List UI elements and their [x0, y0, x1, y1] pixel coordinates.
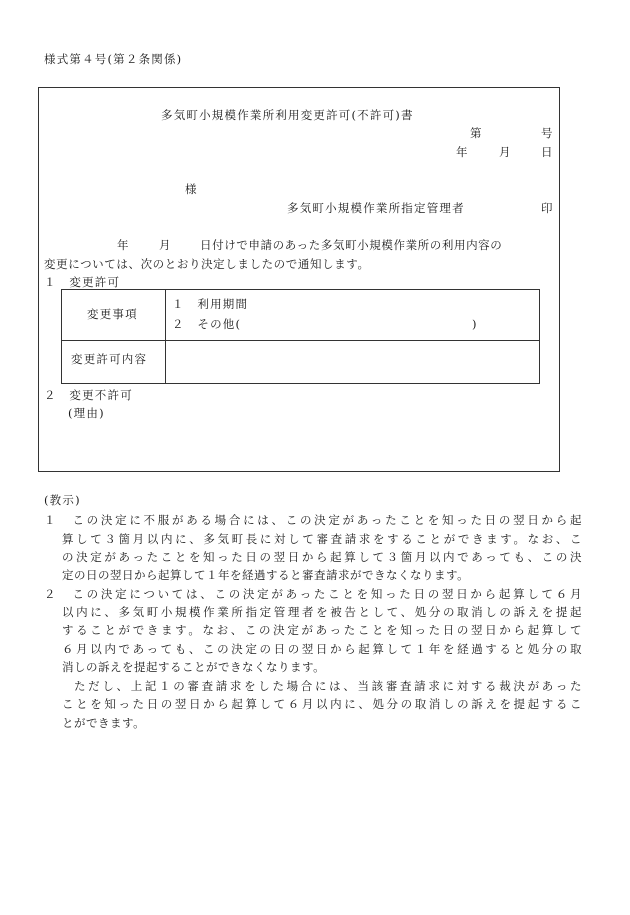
seal-mark: 印 — [541, 201, 554, 215]
table-header-change-items: 変更事項 — [87, 307, 138, 321]
body-month: 月 — [159, 238, 172, 252]
number-go: 号 — [541, 126, 554, 140]
notice-line: 以内に、多気町小規模作業所指定管理者を被告として、処分の取消しの訴えを提起 — [62, 605, 582, 619]
issuer-name: 多気町小規模作業所指定管理者 — [287, 201, 465, 215]
table-item-other-close: ) — [472, 317, 478, 331]
document-title: 多気町小規模作業所利用変更許可(不許可)書 — [161, 108, 414, 122]
number-dai: 第 — [470, 126, 483, 140]
table-item-other: ２ その他( — [172, 317, 242, 331]
notice-line: ただし、上記１の審査請求をした場合には、当該審査請求に対する裁決があった — [74, 679, 582, 693]
notice-line: の決定があったことを知った日の翌日から起算して３箇月以内であっても、この決 — [62, 550, 582, 564]
date-day: 日 — [541, 145, 554, 159]
table-item-period: １ 利用期間 — [172, 297, 249, 311]
body-year: 年 — [117, 238, 130, 252]
notice-line: ６月以内であっても、この決定の日の翌日から起算して１年を経過すると処分の取 — [62, 642, 582, 656]
notice-line: ２ この決定については、この決定があったことを知った日の翌日から起算して６月 — [44, 587, 582, 601]
notice-line: ことを知った日の翌日から起算して６月以内に、処分の取消しの訴えを提起するこ — [62, 697, 582, 711]
notice-line: 消しの訴えを提起することができなくなります。 — [62, 660, 326, 674]
notice-line: 算して３箇月以内に、多気町長に対して審査請求をすることができます。なお、こ — [62, 532, 582, 546]
body-line1: 日付けで申請のあった多気町小規模作業所の利用内容の — [200, 238, 503, 252]
date-year: 年 — [456, 145, 469, 159]
notice-line: 定の日の翌日から起算して１年を経過すると審査請求ができなくなります。 — [62, 568, 470, 582]
table-header-approval-content: 変更許可内容 — [71, 352, 148, 366]
change-table — [61, 289, 540, 384]
disapproval-reason: (理由) — [68, 406, 105, 420]
section-approval: １ 変更許可 — [44, 275, 121, 289]
notice-heading: (教示) — [44, 493, 81, 507]
notice-line: １ この決定に不服がある場合には、この決定があったことを知った日の翌日から起 — [44, 513, 582, 527]
form-label: 様式第４号(第２条関係) — [44, 52, 183, 66]
date-month: 月 — [499, 145, 512, 159]
notice-line: とができます。 — [62, 716, 146, 730]
notice-line: することができます。なお、この決定があったことを知った日の翌日から起算して — [62, 623, 582, 637]
table-divider-horizontal — [62, 340, 539, 341]
table-divider-vertical — [165, 290, 166, 383]
body-line2: 変更については、次のとおり決定しましたので通知します。 — [44, 257, 370, 271]
section-disapproval: ２ 変更不許可 — [44, 388, 133, 402]
addressee-sama: 様 — [185, 182, 198, 196]
